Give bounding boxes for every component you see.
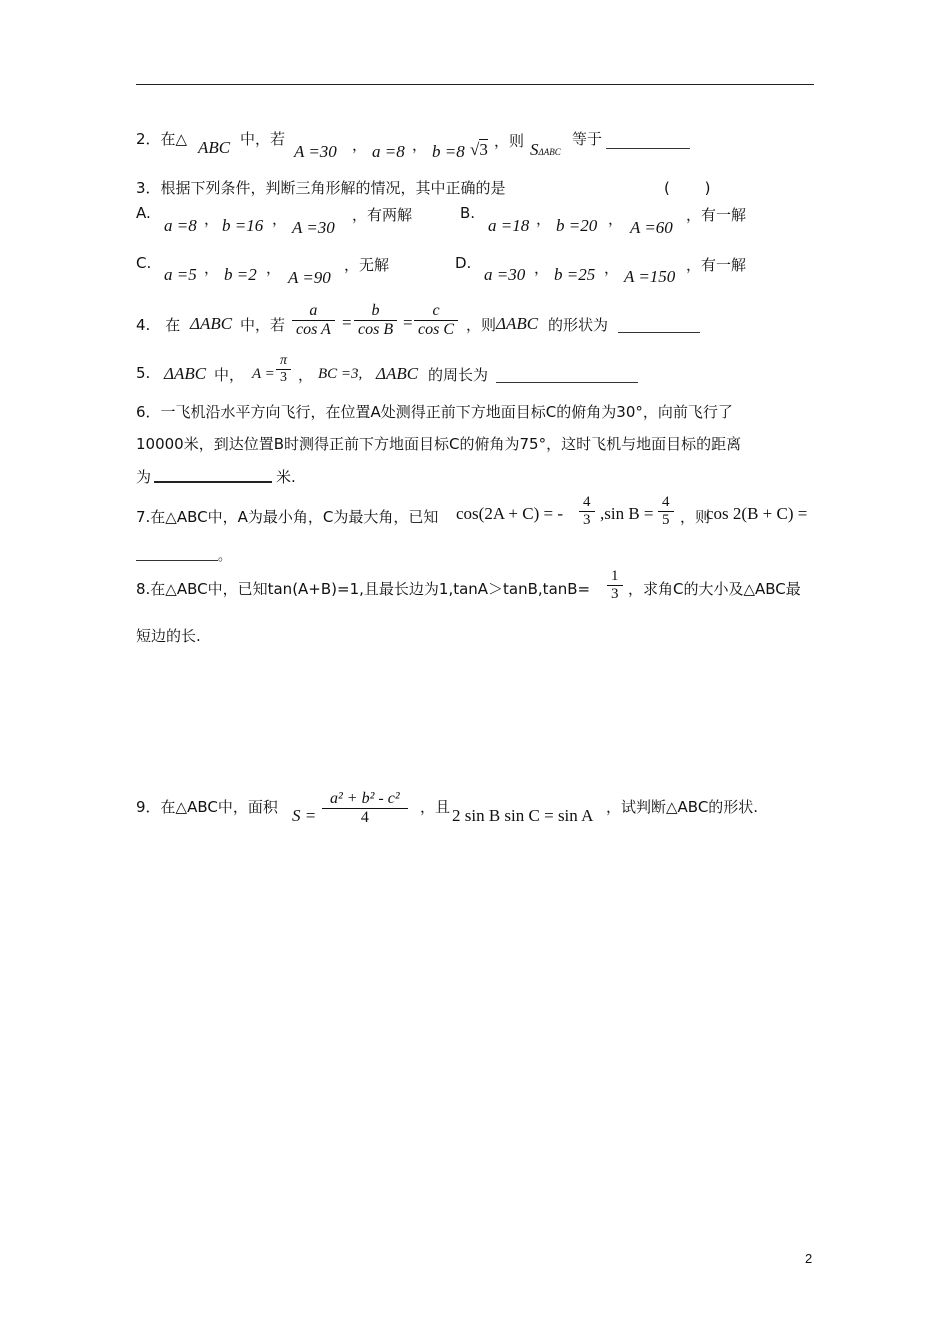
- q2-sqrt-3: 3: [479, 140, 488, 159]
- q6-answer-blank[interactable]: [154, 468, 272, 487]
- q5-answer-blank[interactable]: [496, 368, 638, 387]
- q3-stem: 3．根据下列条件，判断三角形解的情况，其中正确的是: [136, 179, 506, 197]
- q2-area-s: S: [530, 140, 539, 159]
- q3-A-result: ，有两解: [352, 206, 413, 224]
- q7-f1-den: 3: [579, 511, 595, 529]
- q5-triangle: ΔABC: [164, 364, 207, 383]
- q3-option-A-label: A.: [136, 204, 151, 222]
- q3-C-comma1: ，: [204, 259, 220, 277]
- q3-option-B-label: B.: [460, 204, 476, 222]
- q2-answer-blank[interactable]: [606, 134, 690, 153]
- q9-mid: ，且: [420, 798, 451, 816]
- q2-sep2: ，: [412, 136, 428, 154]
- q3-D-angle: A =150: [624, 267, 676, 286]
- q3-B-b: b =20: [556, 216, 598, 235]
- q9-pre: 9．在△ABC中，面积: [136, 798, 278, 816]
- q3-D-a: a =30: [484, 265, 526, 284]
- q5-sep: ，: [298, 366, 314, 384]
- q7-f2-num: 4: [662, 494, 670, 510]
- q7-cos2-expr: cos 2(B + C) =: [706, 504, 808, 523]
- q3-A-comma1: ，: [204, 210, 220, 228]
- q8-fraction-1-3: [607, 568, 623, 603]
- q5-A-lhs: A =: [252, 366, 275, 382]
- q3-D-b: b =25: [554, 265, 596, 284]
- q3-C-a: a =5: [164, 265, 197, 284]
- q7-f1-num: 4: [583, 494, 591, 510]
- q3-option-D-label: D.: [455, 254, 472, 272]
- q4-eq1: =: [342, 313, 352, 332]
- q2-cond-b: b =8: [432, 142, 465, 161]
- q4-number: 4. 在: [136, 316, 181, 334]
- q7-f2-den: 5: [658, 511, 674, 529]
- q5-triangle2: ΔABC: [376, 364, 419, 383]
- q4-fraction-b: [354, 302, 397, 339]
- q9-fraction-area: [322, 790, 408, 827]
- q2-mid: 中，若: [240, 130, 286, 148]
- q8-f-den: 3: [607, 585, 623, 603]
- q3-B-comma2: ，: [608, 210, 624, 228]
- q4-f2-num: b: [371, 302, 380, 319]
- q5-three: 3: [276, 369, 291, 386]
- header-rule: [136, 84, 814, 85]
- q5-mid: 中，: [214, 366, 245, 384]
- q3-paren: ( ): [664, 179, 711, 197]
- q5-bc: BC =3,: [318, 366, 363, 382]
- q4-fraction-a: [292, 302, 335, 339]
- q3-B-a: a =18: [488, 216, 530, 235]
- q4-f1-num: a: [309, 302, 318, 319]
- q4-mid: 中，若: [240, 316, 286, 334]
- q5-tail: 的周长为: [428, 366, 489, 384]
- q2-tail: 等于: [572, 130, 603, 148]
- q7-then: ，则: [680, 508, 711, 526]
- q7-end: 。: [218, 549, 232, 564]
- q9-s-eq: S =: [292, 806, 317, 825]
- q4-f3-den: cos C: [414, 320, 458, 339]
- q2-cond-a: a =8: [372, 142, 405, 161]
- q3-A-angle: A =30: [292, 218, 335, 237]
- q4-f3-num: c: [432, 302, 440, 319]
- q9-tail: ，试判断△ABC的形状.: [606, 798, 759, 816]
- q4-fraction-c: [414, 302, 458, 339]
- q8-line1-b: ，求角C的大小及△ABC最: [628, 580, 801, 598]
- q2-abc: ABC: [198, 138, 231, 157]
- q6-line2: 10000米，到达位置B时测得正前下方地面目标C的俯角为75°，这时飞机与地面目标的距离: [136, 435, 742, 453]
- q8-line1-a: 8.在△ABC中，已知tan(A+B)=1,且最长边为1,tanA＞tanB,tanB=: [136, 580, 591, 598]
- q2-sep1: ，: [352, 136, 368, 154]
- q7-sin-expr: ,sin B =: [600, 504, 654, 523]
- q7-cos-expr: cos(2A + C) = -: [456, 504, 563, 523]
- q3-option-C-label: C.: [136, 254, 152, 272]
- q3-A-comma2: ，: [272, 210, 288, 228]
- q3-C-b: b =2: [224, 265, 257, 284]
- q3-C-result: ，无解: [344, 256, 390, 274]
- q2-area-sub: ΔABC: [538, 147, 561, 157]
- q2-cond-A: A =30: [294, 142, 337, 161]
- q3-A-a: a =8: [164, 216, 197, 235]
- q7-pre: 7.在△ABC中，A为最小角，C为最大角，已知: [136, 508, 439, 526]
- q6-line1: 6．一飞机沿水平方向飞行，在位置A处测得正前下方地面目标C的俯角为30°，向前飞行了: [136, 403, 733, 421]
- q9-equation: 2 sin B sin C = sin A: [452, 806, 594, 825]
- q4-eq2: =: [403, 313, 413, 332]
- q2-sqrt: √3: [470, 140, 488, 159]
- q3-C-comma2: ，: [266, 259, 282, 277]
- q3-B-result: ，有一解: [686, 206, 747, 224]
- q4-tail: 的形状为: [548, 316, 609, 334]
- q5-number: 5.: [136, 364, 151, 382]
- q4-triangle: ΔABC: [190, 314, 233, 333]
- q5-fraction-pi-3: [276, 353, 291, 386]
- q9-numerator: a² + b² - c²: [330, 790, 400, 807]
- q7-answer-blank[interactable]: [136, 546, 218, 565]
- q3-C-angle: A =90: [288, 268, 331, 287]
- q9-denominator: 4: [322, 808, 408, 827]
- q2-number: 2．在△: [136, 130, 188, 148]
- q3-A-b: b =16: [222, 216, 264, 235]
- q4-triangle2: ΔABC: [496, 314, 539, 333]
- q3-D-comma1: ，: [534, 259, 550, 277]
- q8-line2: 短边的长.: [136, 627, 201, 645]
- q3-D-result: ，有一解: [686, 256, 747, 274]
- q5-pi: π: [280, 353, 288, 368]
- q8-f-num: 1: [611, 568, 619, 584]
- q3-D-comma2: ，: [604, 259, 620, 277]
- q3-B-angle: A =60: [630, 218, 673, 237]
- q2-then: ，则: [494, 132, 525, 150]
- q7-fraction-4-3: [579, 494, 595, 529]
- page-number: 2: [805, 1251, 813, 1266]
- q4-then: ，则: [466, 316, 497, 334]
- q4-answer-blank[interactable]: [618, 318, 700, 337]
- q4-f2-den: cos B: [354, 320, 397, 339]
- q6-line3-b: 米.: [276, 468, 296, 486]
- q2-area: [530, 140, 561, 160]
- q6-line3-a: 为: [136, 468, 152, 486]
- q7-fraction-4-5: [658, 494, 674, 529]
- q3-B-comma1: ，: [536, 210, 552, 228]
- q4-f1-den: cos A: [292, 320, 335, 339]
